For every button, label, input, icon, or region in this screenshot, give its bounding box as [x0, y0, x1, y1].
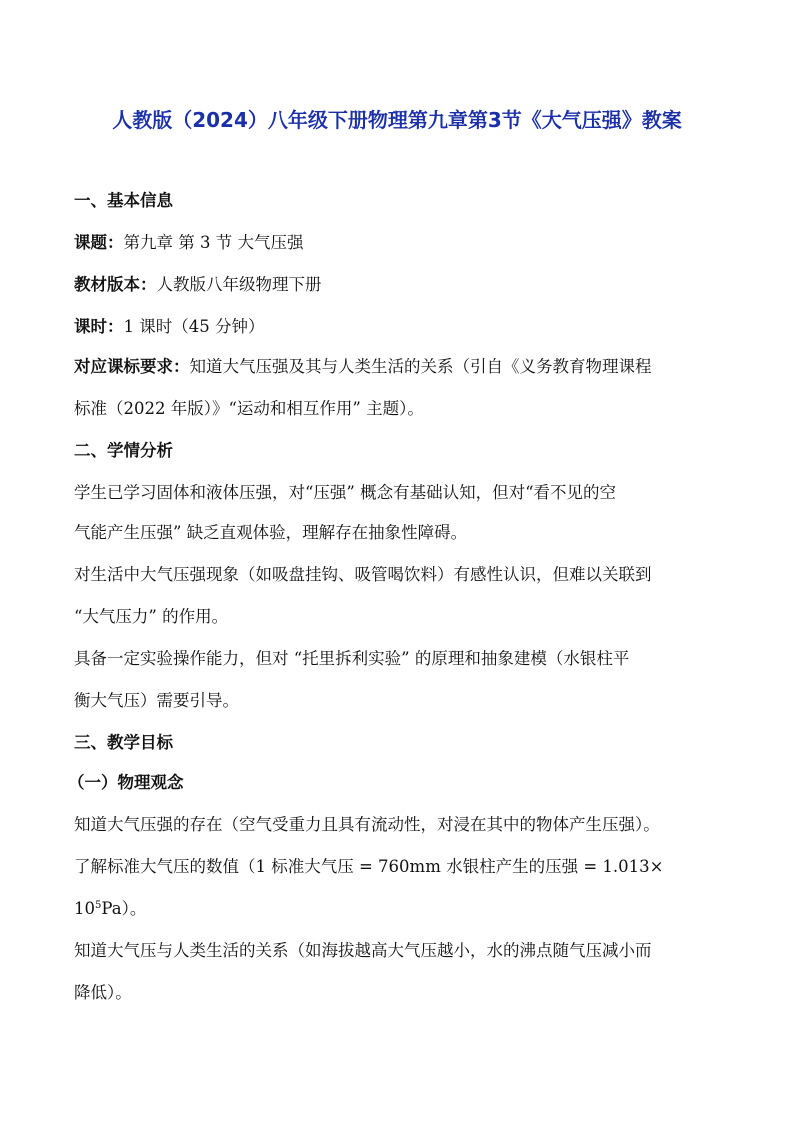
textbook-label: 教材版本：: [74, 275, 157, 294]
power-base: 10: [74, 899, 95, 918]
period-label: 课时：: [74, 317, 124, 336]
analysis-p2-line1: 对生活中大气压强现象（如吸盘挂钩、吸管喝饮料）有感性认识，但难以关联到: [74, 565, 652, 584]
analysis-p3-line1: 具备一定实验操作能力，但对 “托里拆利实验” 的原理和抽象建模（水银柱平: [74, 649, 630, 668]
objective-2-tail: Pa）。: [101, 899, 147, 918]
textbook-value: 人教版八年级物理下册: [156, 275, 322, 294]
section-heading-student-analysis: 二、学情分析: [74, 441, 173, 460]
analysis-p3-line2: 衡大气压）需要引导。: [74, 691, 239, 710]
period-value: 1 课时（45 分钟）: [123, 317, 265, 336]
section-heading-basic-info: 一、基本信息: [74, 191, 173, 210]
section-heading-teaching-goals: 三、教学目标: [74, 733, 173, 752]
textbook-line: [74, 274, 322, 296]
objective-1: 知道大气压强的存在（空气受重力且具有流动性，对浸在其中的物体产生压强）。: [74, 815, 660, 834]
power-exponent: 5: [95, 900, 102, 911]
objective-3-line1: 知道大气压与人类生活的关系（如海拔越高大气压越小，水的沸点随气压减小而: [74, 941, 652, 960]
objective-2-line2: [74, 898, 146, 920]
topic-line: [74, 232, 303, 254]
subheading-physics-concepts: （一）物理观念: [68, 773, 184, 792]
objective-3-line2: 降低）。: [74, 983, 132, 1002]
topic-label: 课题：: [74, 233, 124, 252]
analysis-p1-line1: 学生已学习固体和液体压强，对“压强” 概念有基础认知，但对“看不见的空: [74, 483, 617, 502]
analysis-p1-line2: 气能产生压强” 缺乏直观体验，理解存在抽象性障碍。: [74, 523, 468, 542]
standard-value-1: 知道大气压强及其与人类生活的关系（引自《义务教育物理课程: [189, 357, 652, 376]
standard-label: 对应课标要求：: [74, 357, 190, 376]
period-line: [74, 316, 264, 338]
topic-value: 第九章 第 3 节 大气压强: [123, 233, 304, 252]
standard-value-2: 标准（2022 年版）》“运动和相互作用” 主题）。: [74, 399, 424, 418]
standard-line-1: [74, 356, 652, 378]
objective-2-line1: 了解标准大气压的数值（1 标准大气压 = 760mm 水银柱产生的压强 = 1.013×: [74, 857, 664, 876]
analysis-p2-line2: “大气压力” 的作用。: [74, 607, 229, 626]
document-title: 人教版（2024）八年级下册物理第九章第3节《大气压强》教案: [112, 108, 682, 132]
